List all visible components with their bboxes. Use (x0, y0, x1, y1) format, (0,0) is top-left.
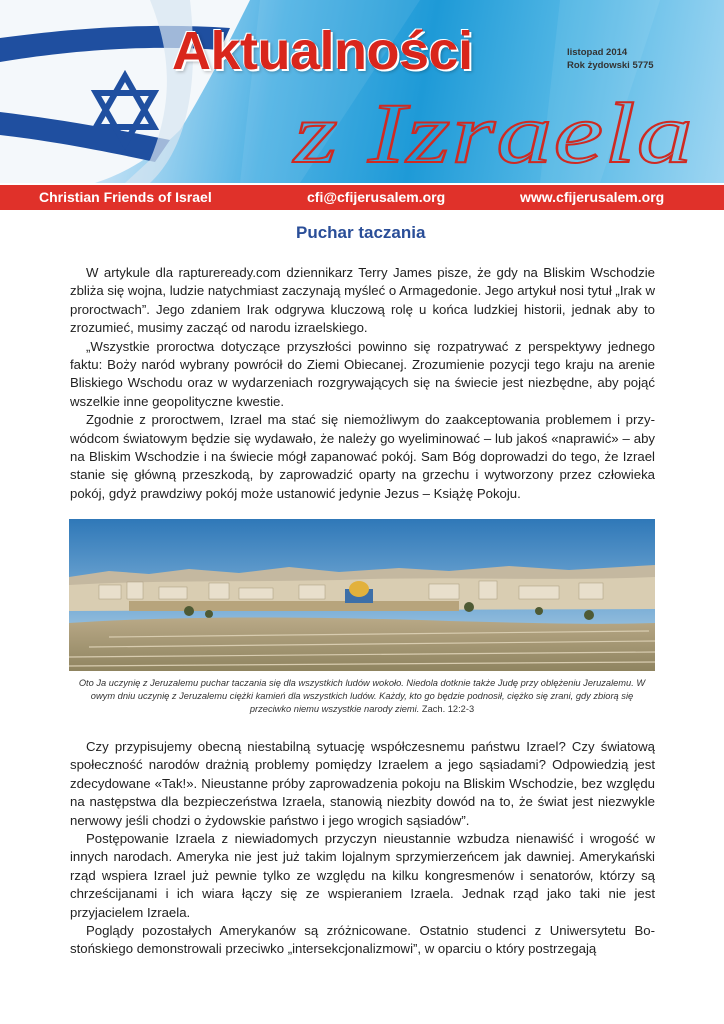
website-link[interactable]: www.cfijerusalem.org (520, 189, 665, 205)
masthead-title: Aktualności (172, 21, 473, 81)
email-link[interactable]: cfi@cfijerusalem.org (307, 189, 446, 205)
issue-month: listopad 2014 (567, 47, 628, 58)
paragraph: „Wszystkie proroctwa dotyczące przyszłości powinno się rozpatrywać z perspektywy jednego faktu: Boży naród wybrany powrócił do Ziemi Obiecanej. Zrozumienie pozycji tego kraju na arenie Bliskiego Wschodu oraz w wydarzeniach rozgrywających się na świecie jest niezbędne, aby pojąć wszelkie inne geopolityczne kwestie. (70, 338, 655, 409)
photo-caption (69, 677, 655, 715)
masthead-subtitle-text: z Izraela (292, 85, 694, 181)
jerusalem-panorama-photo (69, 519, 655, 671)
masthead (0, 0, 724, 183)
caption-reference: Zach. 12:2-3 (421, 703, 475, 714)
organization-name: Christian Friends of Israel (39, 189, 212, 205)
paragraph: W artykule dla raptureready.com dziennikarz Terry James pisze, że gdy na Bliskim Wschodzie zbliża się wojna, ludzie natychmiast zaczynają myśleć o Armagedonie. Jego artykuł nosi tytuł „Irak w proroctwach”. Jego zdaniem Irak odgrywa kluczową rolę u końca ludzkiej historii, jednak aby to zrozumieć, musimy zacząć od narodu izraelskiego. (70, 265, 655, 336)
masthead-subtitle (0, 0, 724, 183)
paragraph: Postępowanie Izraela z niewiadomych przyczyn nieustannie wzbudza nienawiść i wrogość w innych narodach. Ameryka nie jest już takim lojalnym sprzymierzeńcem jak dawniej. Amerykański rząd wspiera Izrael już pewnie tylko ze względu na kilku kongresmenów i senatorów, którzy są chrześcijanami i ich wiara łączy się ze wspieraniem Izraela. Jednak rząd jako taki nie jest przyjacielem Izraela. (70, 831, 655, 920)
paragraph: Czy przypisujemy obecną niestabilną sytuację współczesnemu państwu Izrael? Czy światową społeczność narodów drażnią problemy pomiędzy Izraelem a jego sąsiadami? Odpowiedzią jest zdecydowane «Tak!». Nieustanne próby zaprowadzenia pokoju na Bliskim Wschodzie, bez względu na następstwa dla bezpieczeństwa Izraela, stanowią niezbity dowód na to, że świat jest niezwykle nerwowy jeśli chodzi o żydowskie państwo i jego wrogich sąsiadów”. (70, 739, 655, 828)
contact-bar (0, 183, 724, 210)
issue-jewish-year: Rok żydowski 5775 (567, 60, 654, 71)
article-body-bottom (70, 738, 655, 959)
article-body-top (70, 264, 655, 503)
issue-date (567, 46, 654, 72)
photo-illustration (69, 519, 655, 671)
article-title: Puchar taczania (296, 223, 426, 242)
paragraph: Poglądy pozostałych Amerykanów są zróżnicowane. Ostatnio studenci z Uniwersytetu Bostońskiego demonstrowali przeciwko „intersekcjonalizmowi”, w oparciu o który postrzegają (70, 923, 655, 957)
caption-quote: Oto Ja uczynię z Jeruzalemu puchar taczania się dla wszystkich ludów wokoło. Niedola dotknie także Judę przy oblężeniu Jeruzalemu. W owym dniu uczynię z Jeruzalemu ciężki kamień dla wszystkich ludów. Każdy, kto go będzie podnosił, ciężko się zrani, gdy zbiorą się przeciwko niemu wszystkie narody ziemi. (78, 678, 646, 714)
paragraph: Zgodnie z proroctwem, Izrael ma stać się niemożliwym do zaakceptowania problemem i przywódcom światowym będzie się wydawało, że należy go wyeliminować – lub jakoś «naprawić» – aby na Bliskim Wschodzie i na świecie mógł zapanować pokój. Sam Bóg doprowadzi do tego, że Izrael stanie się główną przeszkodą, by zaprowadzić oparty na grzechu i wytworzony przez człowieka pokój, gdyż prawdziwy pokój może ustanowić jedynie Jezus – Książę Pokoju. (70, 412, 655, 501)
